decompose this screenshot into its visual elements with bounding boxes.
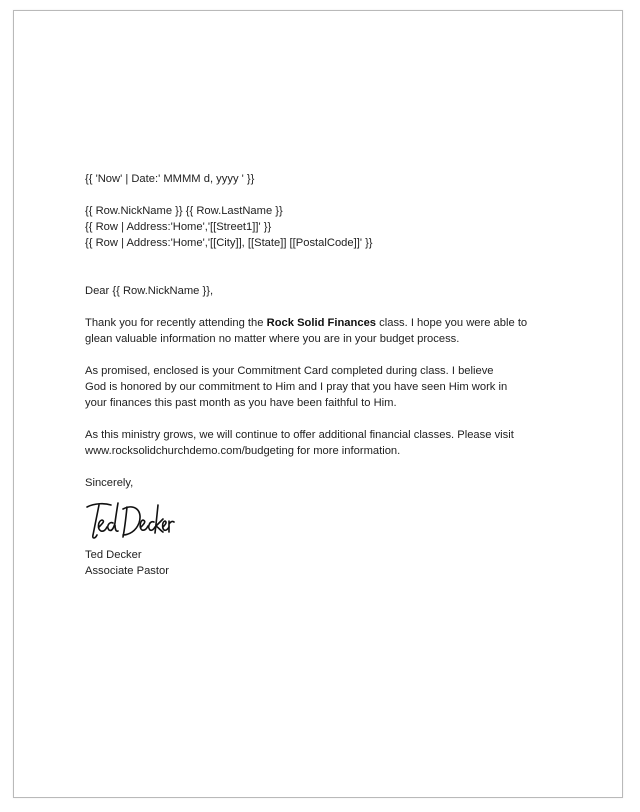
signer-title: Associate Pastor <box>85 565 169 577</box>
recipient-street-line: {{ Row | Address:'Home','[[Street1]]' }} <box>85 221 272 233</box>
letter-body <box>85 171 565 579</box>
class-name: Rock Solid Finances <box>266 317 377 329</box>
recipient-address <box>85 203 565 251</box>
salutation: Dear {{ Row.NickName }}, <box>85 285 214 297</box>
paragraph-2 <box>85 363 565 411</box>
letter-page <box>13 10 623 798</box>
paragraph-1 <box>85 315 565 347</box>
recipient-name-line: {{ Row.NickName }} {{ Row.LastName }} <box>85 205 283 217</box>
date-line: {{ 'Now' | Date:' MMMM d, yyyy ' }} <box>85 173 255 185</box>
paragraph-3 <box>85 427 565 459</box>
paragraph-1-line-2: glean valuable information no matter where you are in your budget process. <box>85 333 460 345</box>
paragraph-3-line-1: As this ministry grows, we will continue to offer additional financial classes. Please visit <box>85 429 514 441</box>
closing: Sincerely, <box>85 477 134 489</box>
paragraph-2-line-3: your finances this past month as you have been faithful to Him. <box>85 397 397 409</box>
signer-name: Ted Decker <box>85 549 142 561</box>
paragraph-3-line-2: www.rocksolidchurchdemo.com/budgeting for more information. <box>85 445 401 457</box>
paragraph-1-text-a: Thank you for recently attending the <box>85 317 267 329</box>
handwritten-signature <box>85 497 175 545</box>
recipient-city-line: {{ Row | Address:'Home','[[City]], [[State]] [[PostalCode]]' }} <box>85 237 373 249</box>
paragraph-2-line-1: As promised, enclosed is your Commitment Card completed during class. I believe <box>85 365 494 377</box>
paragraph-2-line-2: God is honored by our commitment to Him and I pray that you have seen Him work in <box>85 381 508 393</box>
paragraph-1-text-b: class. I hope you were able to <box>376 317 528 329</box>
